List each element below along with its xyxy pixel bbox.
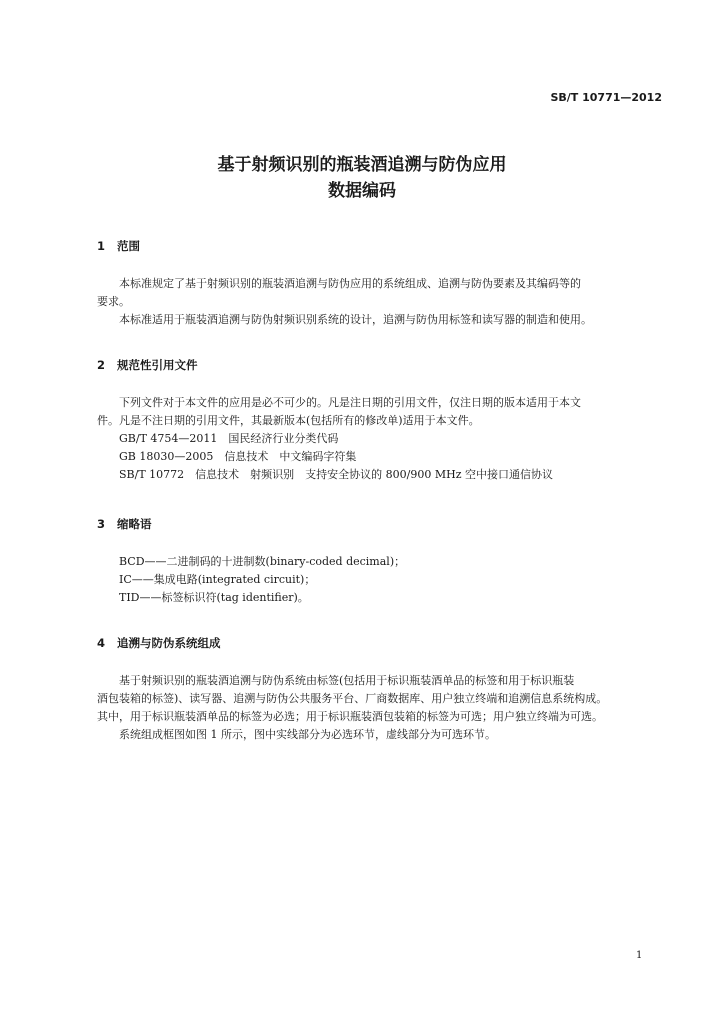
- reference-item: GB/T 4754—2011 国民经济行业分类代码: [119, 432, 339, 445]
- paragraph-line: 件。凡是不注日期的引用文件，其最新版本(包括所有的修改单)适用于本文件。: [97, 414, 480, 427]
- section-title: 范围: [117, 239, 140, 253]
- paragraph-line: 本标准适用于瓶装酒追溯与防伪射频识别系统的设计，追溯与防伪用标签和读写器的制造和使用。: [119, 313, 592, 326]
- paragraph-line: 基于射频识别的瓶装酒追溯与防伪系统由标签(包括用于标识瓶装酒单品的标签和用于标识瓶装: [119, 674, 575, 687]
- standard-code: SB/T 10771—2012: [550, 91, 662, 104]
- section-body-scope: [97, 275, 659, 329]
- section-body-system-composition: [97, 672, 659, 744]
- paragraph-line: 下列文件对于本文件的应用是必不可少的。凡是注日期的引用文件，仅注日期的版本适用于本文: [119, 396, 581, 409]
- title-line-1: 基于射频识别的瓶装酒追溯与防伪应用: [217, 155, 507, 175]
- section-body-abbreviations: [97, 553, 659, 607]
- abbreviation-item: BCD——二进制码的十进制数(binary-coded decimal)；: [119, 555, 406, 568]
- section-heading-normative-references: [97, 357, 198, 373]
- reference-item: SB/T 10772 信息技术 射频识别 支持安全协议的 800/900 MHz 空中接口通信协议: [119, 468, 553, 481]
- paragraph-line: 酒包装箱的标签)、读写器、追溯与防伪公共服务平台、厂商数据库、用户独立终端和追溯信息系统构成。: [97, 692, 608, 705]
- paragraph-line: 其中，用于标识瓶装酒单品的标签为必选；用于标识瓶装酒包装箱的标签为可选；用户独立终端为可选。: [97, 710, 603, 723]
- section-heading-scope: [97, 238, 140, 254]
- section-number: 2: [97, 358, 106, 372]
- section-number: 3: [97, 517, 106, 531]
- section-number: 4: [97, 636, 106, 650]
- abbreviation-item: IC——集成电路(integrated circuit)；: [119, 573, 316, 586]
- section-title: 追溯与防伪系统组成: [117, 636, 221, 650]
- reference-item: GB 18030—2005 信息技术 中文编码字符集: [119, 450, 357, 463]
- section-number: 1: [97, 239, 106, 253]
- abbreviation-item: TID——标签标识符(tag identifier)。: [119, 591, 309, 604]
- section-title: 规范性引用文件: [117, 358, 198, 372]
- section-heading-system-composition: [97, 635, 221, 651]
- paragraph-line: 本标准规定了基于射频识别的瓶装酒追溯与防伪应用的系统组成、追溯与防伪要素及其编码等的: [119, 277, 581, 290]
- section-body-normative-references: [97, 394, 659, 484]
- section-heading-abbreviations: [97, 516, 152, 532]
- title-line-2: 数据编码: [328, 181, 396, 201]
- paragraph-line: 系统组成框图如图 1 所示，图中实线部分为必选环节，虚线部分为可选环节。: [119, 728, 496, 741]
- section-title: 缩略语: [117, 517, 152, 531]
- document-title: [0, 152, 724, 204]
- paragraph-line: 要求。: [97, 295, 130, 308]
- page-number: 1: [636, 950, 643, 961]
